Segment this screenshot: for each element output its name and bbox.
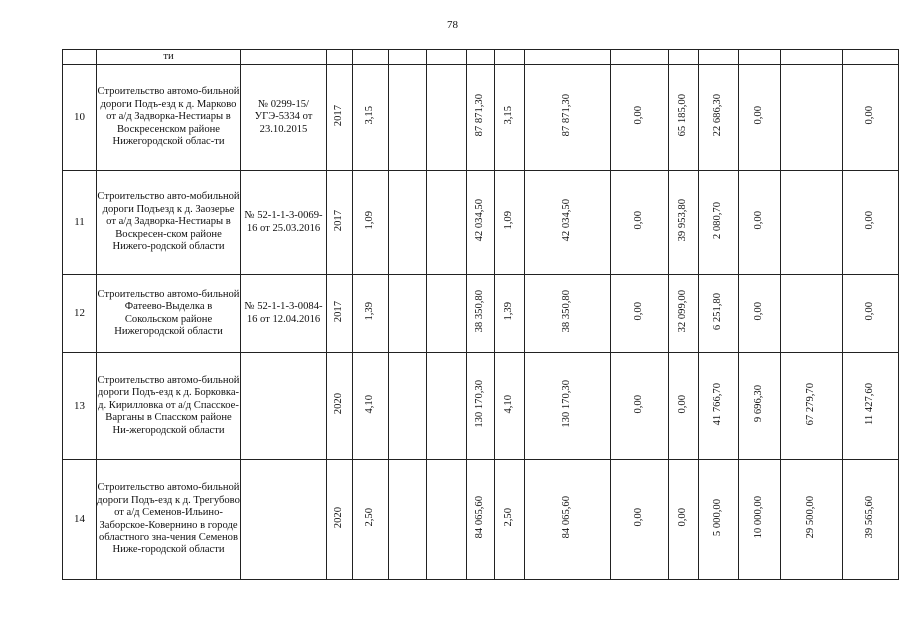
value-5: 67 279,70: [805, 382, 817, 425]
value-4: 0,00: [753, 211, 765, 230]
object-name: Строительство автомо-бильной дороги Подъ-езд к д. Борковка-д. Кирилловка от а/д Спасское-Варганы в Спасском районе Ни-жегородской области: [97, 353, 241, 460]
table-row: [63, 65, 899, 171]
row-number: 12: [63, 275, 97, 353]
value-1: 0,00: [633, 394, 645, 414]
length-km: 4,10: [364, 394, 376, 414]
value-2: 0,00: [677, 394, 689, 414]
value-2: 65 185,00: [677, 94, 689, 137]
expertise-document: [241, 353, 327, 460]
commission-year: 2017: [333, 104, 345, 126]
commission-year: 2017: [333, 300, 345, 322]
total-cost-remaining: 42 034,50: [561, 199, 573, 242]
value-6: 11 427,60: [864, 382, 876, 425]
row-number: 10: [63, 65, 97, 171]
value-3: 2 080,70: [712, 201, 724, 239]
table-row: [63, 171, 899, 275]
value-6: 0,00: [864, 302, 876, 321]
length-km: 2,50: [364, 508, 376, 527]
value-1: 0,00: [633, 508, 645, 527]
value-3: 5 000,00: [712, 498, 724, 536]
length-km: 1,09: [364, 211, 376, 230]
total-cost: 130 170,30: [474, 379, 486, 428]
continuation-row: [63, 50, 899, 65]
value-4: 10 000,00: [753, 496, 765, 539]
commission-year: 2017: [333, 209, 345, 231]
length-km-remaining: 2,50: [503, 508, 515, 527]
object-name: Строительство авто-мобильной дороги Подъезд к д. Заозерье от а/д Задворка-Нестиары в Воскресен-ском районе Нижего-родской области: [97, 171, 241, 275]
length-km-remaining: 3,15: [503, 106, 515, 125]
value-6: 0,00: [864, 106, 876, 125]
row-number: 13: [63, 353, 97, 460]
object-name: Строительство автомо-бильной дороги Подъ-езд к д. Марково от а/д Задворка-Нестиары в Воскресенском районе Нижегородской облас-ти: [97, 65, 241, 171]
expertise-document: № 52-1-1-3-0084-16 от 12.04.2016: [241, 275, 327, 353]
total-cost-remaining: 38 350,80: [561, 290, 573, 333]
value-6: 39 565,60: [864, 496, 876, 539]
row-number: 11: [63, 171, 97, 275]
value-1: 0,00: [633, 211, 645, 230]
length-km-remaining: 1,39: [503, 302, 515, 321]
total-cost-remaining: 87 871,30: [561, 94, 573, 137]
expertise-document: № 0299-15/УГЭ-5334 от 23.10.2015: [241, 65, 327, 171]
row-number: 14: [63, 460, 97, 580]
total-cost-remaining: 130 170,30: [561, 379, 573, 428]
value-4: 0,00: [753, 106, 765, 125]
value-1: 0,00: [633, 106, 645, 125]
length-km-remaining: 1,09: [503, 211, 515, 230]
value-3: 22 686,30: [712, 94, 724, 137]
commission-year: 2020: [333, 506, 345, 528]
table-row: [63, 460, 899, 580]
total-cost: 38 350,80: [474, 290, 486, 333]
expertise-document: [241, 460, 327, 580]
table-row: [63, 275, 899, 353]
total-cost: 42 034,50: [474, 199, 486, 242]
expertise-document: № 52-1-1-3-0069-16 от 25.03.2016: [241, 171, 327, 275]
total-cost-remaining: 84 065,60: [561, 496, 573, 539]
value-3: 6 251,80: [712, 292, 724, 330]
object-name: Строительство автомо-бильной Фатеево-Выделка в Сокольском районе Нижегородской области: [97, 275, 241, 353]
commission-year: 2020: [333, 393, 345, 415]
value-6: 0,00: [864, 211, 876, 230]
length-km: 1,39: [364, 302, 376, 321]
value-4: 0,00: [753, 302, 765, 321]
object-name: Строительство автомо-бильной дороги Подъ-езд к д. Трегубово от а/д Семенов-Ильино-Заборское-Ковернино в городе областного зна-чения Семенов Ниже-городской области: [97, 460, 241, 580]
length-km-remaining: 4,10: [503, 394, 515, 414]
value-5: 29 500,00: [805, 496, 817, 539]
total-cost: 84 065,60: [474, 496, 486, 539]
value-2: 39 953,80: [677, 199, 689, 242]
road-construction-table: [62, 49, 899, 580]
page-number: 78: [447, 19, 458, 31]
value-2: 32 099,00: [677, 290, 689, 333]
table-row: [63, 353, 899, 460]
value-2: 0,00: [677, 508, 689, 527]
length-km: 3,15: [364, 106, 376, 125]
continuation-text: ти: [97, 50, 241, 65]
value-3: 41 766,70: [712, 382, 724, 425]
total-cost: 87 871,30: [474, 94, 486, 137]
value-4: 9 696,30: [753, 385, 765, 423]
value-1: 0,00: [633, 302, 645, 321]
